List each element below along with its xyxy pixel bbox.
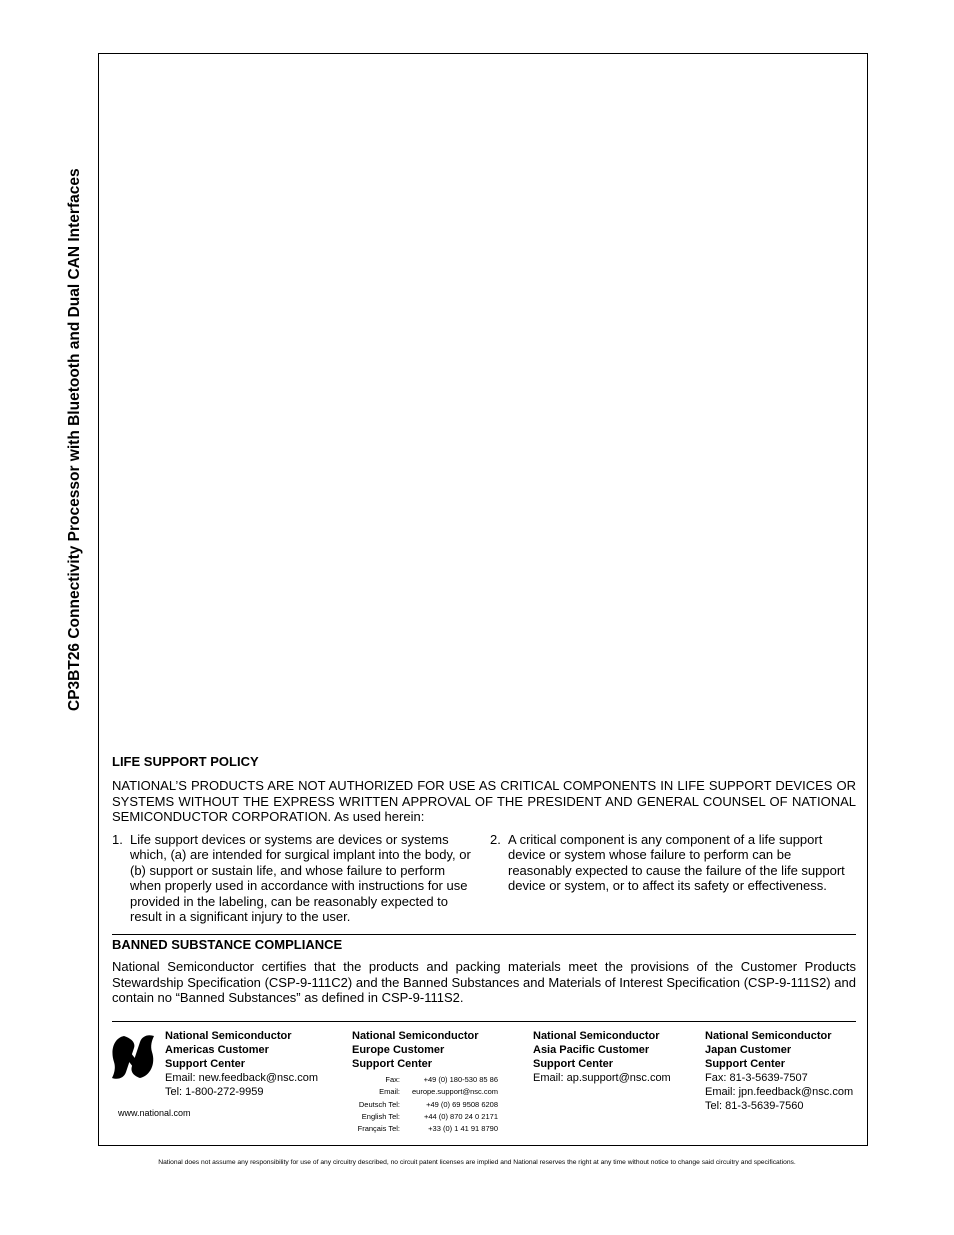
contact-line: Asia Pacific Customer: [533, 1044, 650, 1056]
item-text: A critical component is any component of a life support device or system whose failure to perform can be reasonably expected to cause the failure of the life support device or system, or to affect its safety or effectiveness.: [508, 831, 845, 893]
contact-tel: Tel: 1-800-272-9959: [165, 1086, 264, 1098]
table-row: [352, 1086, 498, 1098]
contact-line: National Semiconductor: [705, 1030, 832, 1042]
row-label: Deutsch Tel:: [358, 1099, 400, 1109]
life-support-heading: LIFE SUPPORT POLICY: [112, 754, 259, 769]
footer-disclaimer: National does not assume any responsibility for use of any circuitry described, no circuit patent licenses are implied and National reserves the right at any time without notice to change said circuitry and specifications.: [158, 1159, 796, 1166]
contact-email: Email: new.feedback@nsc.com: [165, 1072, 319, 1084]
item-number: 1.: [112, 831, 123, 847]
contact-asia-pacific: [533, 1029, 671, 1085]
contact-europe: [352, 1029, 479, 1071]
row-label: English Tel:: [361, 1111, 400, 1121]
contact-americas: [165, 1029, 318, 1099]
life-support-items: [112, 832, 856, 925]
contact-line: National Semiconductor: [533, 1030, 660, 1042]
row-value: europe.support@nsc.com: [412, 1087, 498, 1097]
banned-text: National Semiconductor certifies that the products and packing materials meet the provisions of the Customer Products Stewardship Specification (CSP-9-111C2) and the Banned Substances and Materials of Interest Specification (CSP-9-111S2) and contain no “Banned Substances” as defined in CSP-9-111S2.: [112, 959, 856, 1005]
contact-line: Support Center: [352, 1058, 433, 1070]
item-number: 2.: [490, 831, 501, 847]
national-logo-icon: [110, 1032, 156, 1082]
row-value: +49 (0) 180-530 85 86: [423, 1075, 498, 1084]
europe-contact-table: [352, 1074, 498, 1135]
contact-fax: Fax: 81-3-5639-7507: [705, 1072, 808, 1084]
contact-line: Japan Customer: [705, 1044, 792, 1056]
side-title-text: CP3BT26 Connectivity Processor with Bluetooth and Dual CAN Interfaces: [66, 168, 83, 711]
row-value: +49 (0) 69 9508 6208: [426, 1099, 498, 1109]
row-label: Fax:: [385, 1075, 400, 1084]
table-row: [352, 1111, 498, 1123]
table-row: [352, 1123, 498, 1135]
life-support-intro: NATIONAL’S PRODUCTS ARE NOT AUTHORIZED FOR USE AS CRITICAL COMPONENTS IN LIFE SUPPORT DEVICES OR SYSTEMS WITHOUT THE EXPRESS WRITTEN APPROVAL OF THE PRESIDENT AND GENERAL COUNSEL OF NATIONAL SEMICONDUCTOR CORPORATION. As used herein:: [112, 778, 856, 824]
row-label: Français Tel:: [357, 1124, 400, 1134]
banned-section: [112, 937, 856, 1006]
divider: [112, 1021, 856, 1022]
life-support-item-1: [112, 832, 477, 925]
life-support-item-2: [490, 832, 856, 925]
life-support-section: [112, 754, 856, 925]
contact-email: Email: ap.support@nsc.com: [533, 1072, 671, 1084]
item-text: Life support devices or systems are devices or systems which, (a) are intended for surgical implant into the body, or (b) support or sustain life, and whose failure to perform when properly used in accordance with instructions for use provided in the labeling, can be reasonably expected to result in a significant injury to the user.: [130, 831, 471, 924]
contact-line: Support Center: [165, 1058, 246, 1070]
contact-japan: [705, 1029, 853, 1113]
contact-line: Americas Customer: [165, 1044, 269, 1056]
website-link: www.national.com: [118, 1108, 191, 1118]
row-value: +33 (0) 1 41 91 8790: [428, 1124, 498, 1134]
contact-line: National Semiconductor: [165, 1030, 292, 1042]
table-row: [352, 1099, 498, 1111]
divider: [112, 934, 856, 935]
contact-line: National Semiconductor: [352, 1030, 479, 1042]
table-row: [352, 1074, 498, 1086]
banned-heading: BANNED SUBSTANCE COMPLIANCE: [112, 937, 343, 952]
contact-tel: Tel: 81-3-5639-7560: [705, 1100, 804, 1112]
side-title: [66, 56, 88, 711]
row-value: +44 (0) 870 24 0 2171: [423, 1111, 498, 1121]
contact-line: Support Center: [705, 1058, 786, 1070]
contact-email: Email: jpn.feedback@nsc.com: [705, 1086, 854, 1098]
contact-line: Europe Customer: [352, 1044, 445, 1056]
row-label: Email:: [379, 1087, 400, 1097]
contact-line: Support Center: [533, 1058, 614, 1070]
